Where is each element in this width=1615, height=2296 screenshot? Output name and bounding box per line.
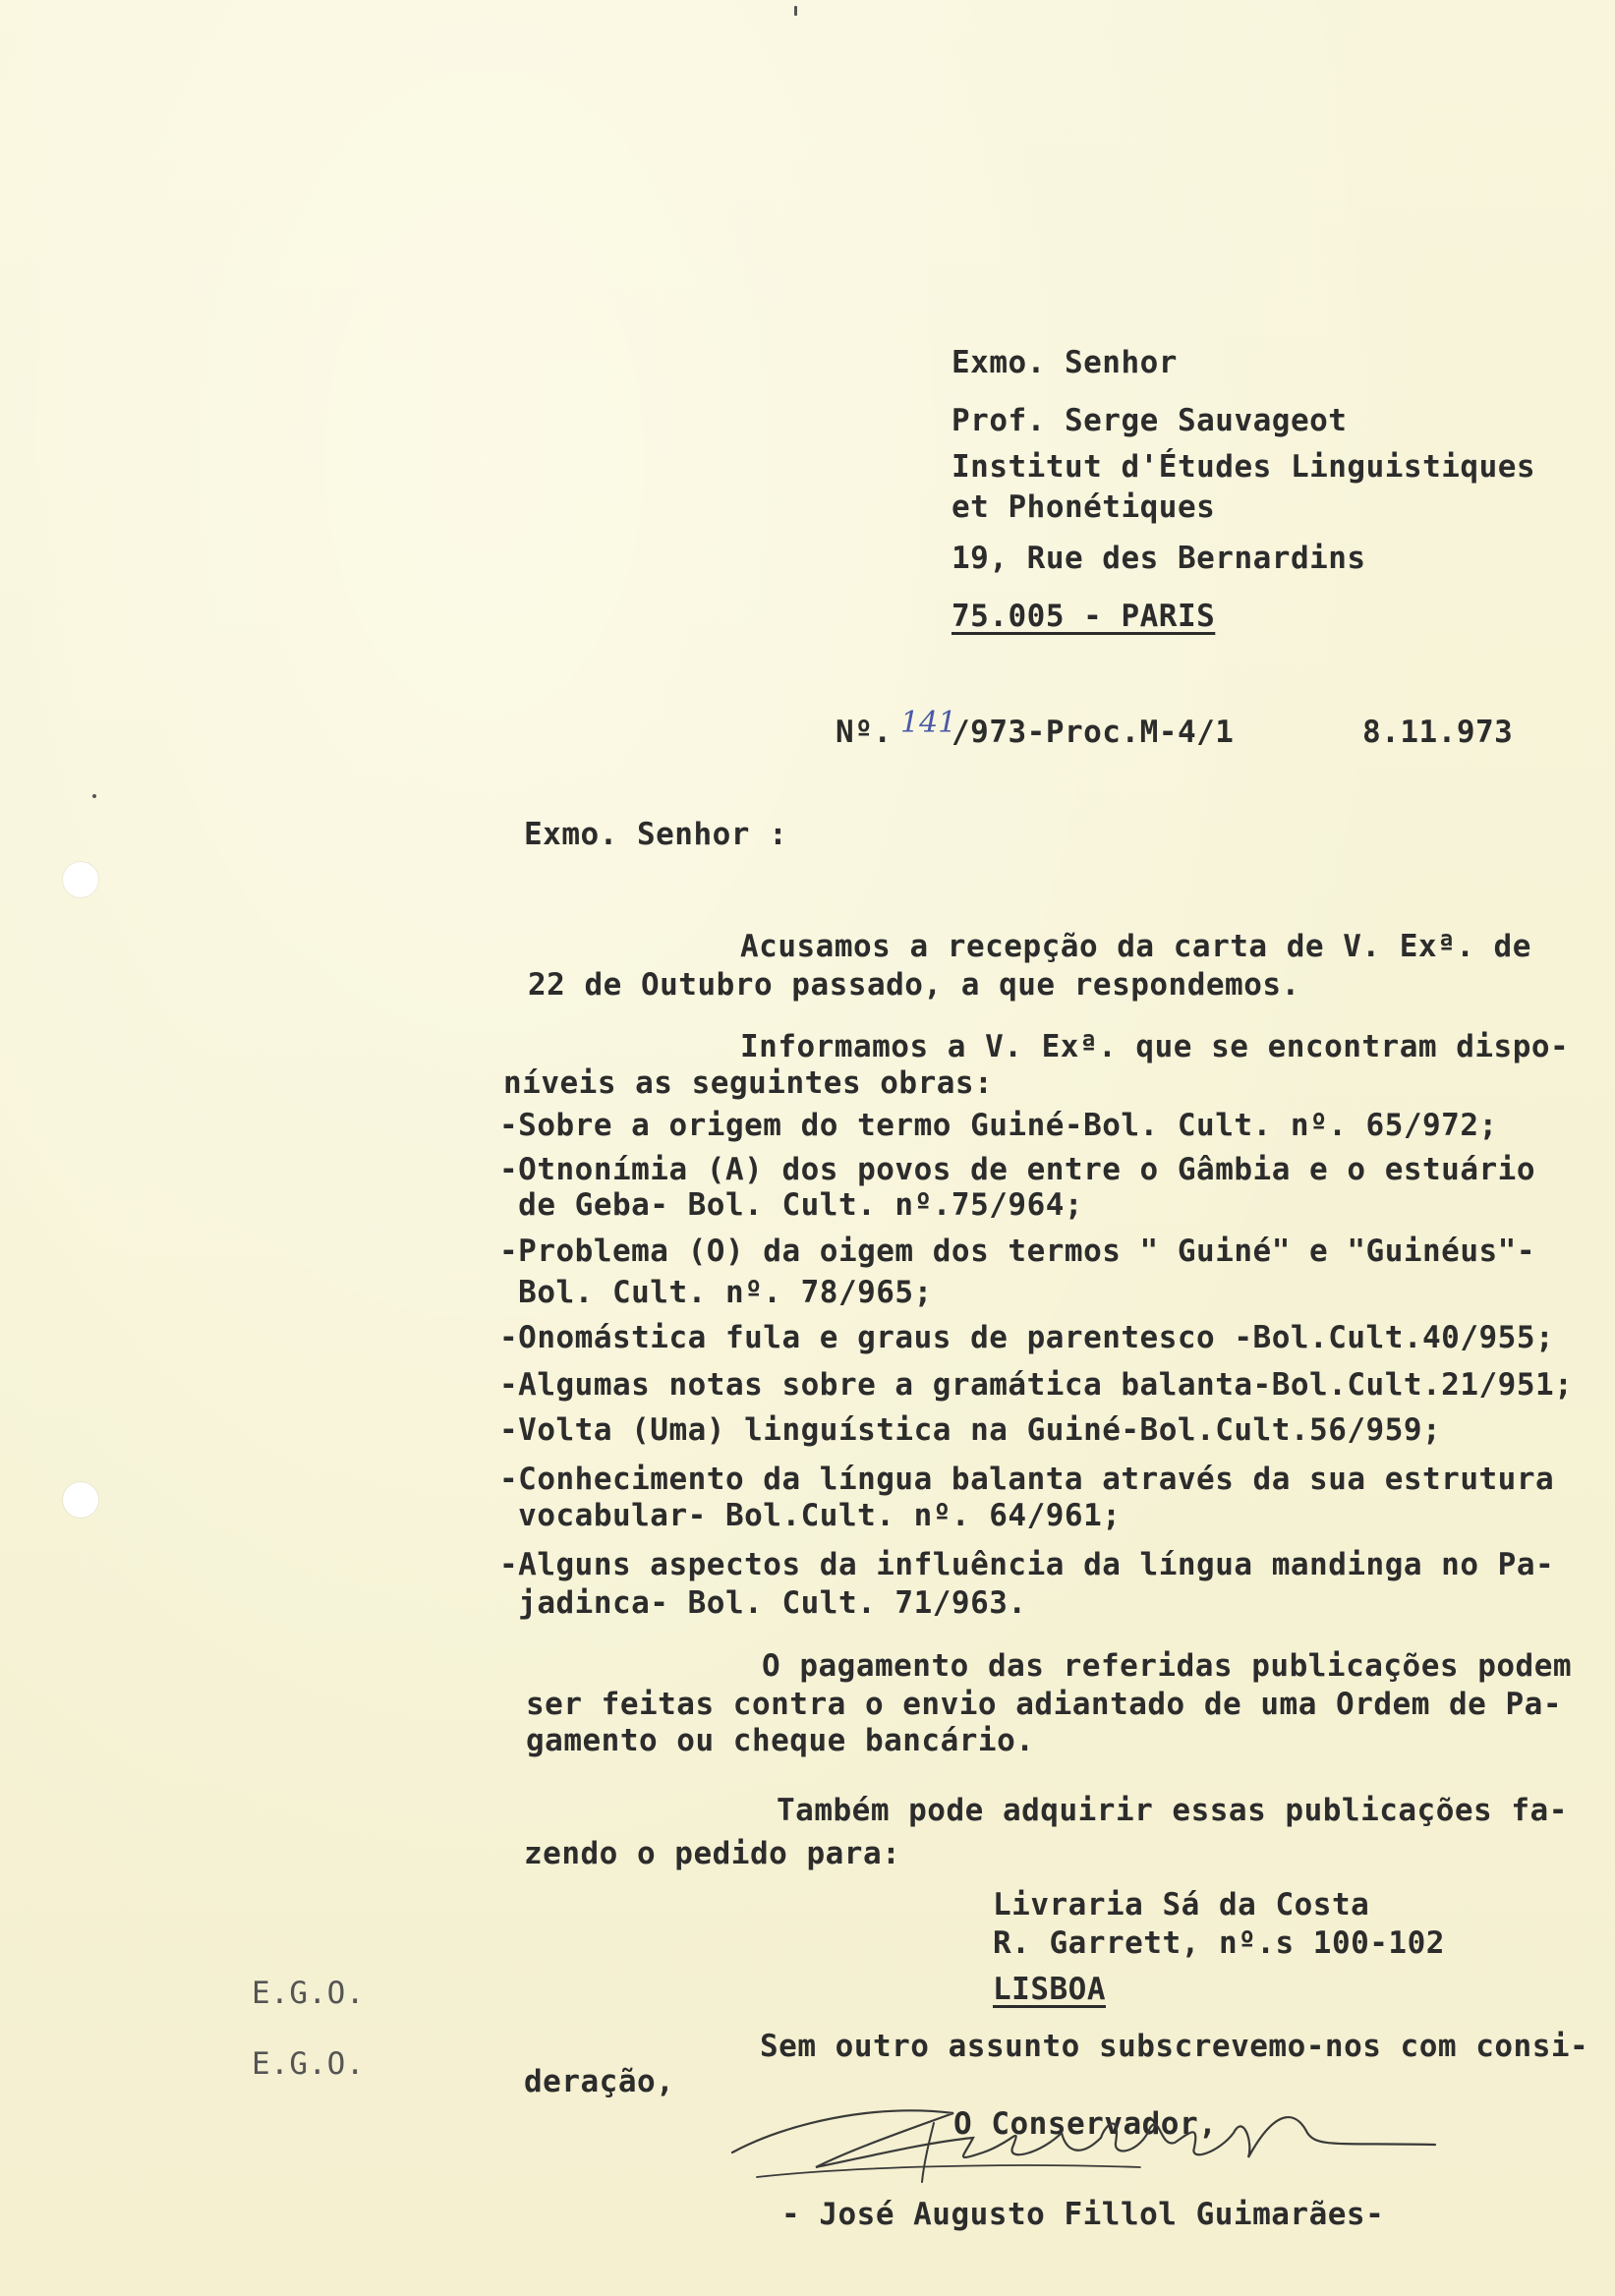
- bookshop-city: LISBOA: [993, 1972, 1106, 2007]
- works-list-item: jadinca- Bol. Cult. 71/963.: [499, 1585, 1027, 1621]
- handwritten-signature: [727, 2084, 1455, 2202]
- closing-line-2: deração,: [524, 2064, 675, 2099]
- works-list-item: -Alguns aspectos da influência da língua mandinga no Pa-: [499, 1547, 1555, 1582]
- works-list-item: Bol. Cult. nº. 78/965;: [499, 1275, 933, 1310]
- works-list-item: de Geba- Bol. Cult. nº.75/964;: [499, 1187, 1084, 1223]
- margin-note-ego-1: E.G.O.: [252, 1976, 365, 2011]
- address-institution-1: Institut d'Études Linguistiques: [952, 449, 1536, 485]
- address-city: 75.005 - PARIS: [952, 599, 1216, 634]
- paper-speck: [92, 794, 96, 798]
- reference-handwritten-number: 141: [900, 706, 957, 740]
- signature-title: O Conservador,: [953, 2106, 1218, 2142]
- address-salutation: Exmo. Senhor: [952, 345, 1178, 380]
- address-institution-2: et Phonétiques: [952, 489, 1216, 525]
- reference-date: 8.11.973: [1362, 715, 1514, 750]
- reference-prefix: Nº.: [836, 715, 893, 750]
- paragraph-4-line-2: zendo o pedido para:: [524, 1836, 901, 1871]
- paper-speck: [794, 6, 797, 16]
- paragraph-3-line-3: gamento ou cheque bancário.: [526, 1723, 1035, 1758]
- works-list-item: -Volta (Uma) linguística na Guiné-Bol.Cult.56/959;: [499, 1412, 1442, 1448]
- works-list-item: -Onomástica fula e graus de parentesco -Bol.Cult.40/955;: [499, 1320, 1555, 1355]
- works-list-item: vocabular- Bol.Cult. nº. 64/961;: [499, 1498, 1122, 1533]
- paragraph-3-line-1: O pagamento das referidas publicações podem: [762, 1648, 1573, 1684]
- paragraph-1-line-1: Acusamos a recepção da carta de V. Exª. de: [740, 929, 1531, 964]
- works-list-item: -Conhecimento da língua balanta através da sua estrutura: [499, 1462, 1555, 1497]
- bookshop-name: Livraria Sá da Costa: [993, 1887, 1370, 1923]
- paragraph-2-line-2: níveis as seguintes obras:: [503, 1065, 994, 1101]
- margin-note-ego-2: E.G.O.: [252, 2046, 365, 2082]
- signature-name: - José Augusto Fillol Guimarães-: [781, 2197, 1385, 2232]
- bookshop-address: R. Garrett, nº.s 100-102: [993, 1925, 1445, 1961]
- reference-suffix: /973-Proc.M-4/1: [952, 715, 1235, 750]
- works-list-item: -Problema (O) da oigem dos termos " Guiné" e "Guinéus"-: [499, 1234, 1535, 1269]
- works-list-item: -Algumas notas sobre a gramática balanta-Bol.Cult.21/951;: [499, 1367, 1574, 1403]
- paragraph-4-line-1: Também pode adquirir essas publicações fa-: [777, 1793, 1568, 1828]
- address-street: 19, Rue des Bernardins: [952, 541, 1366, 576]
- paragraph-3-line-2: ser feitas contra o envio adiantado de uma Ordem de Pa-: [526, 1687, 1562, 1722]
- works-list-item: -Sobre a origem do termo Guiné-Bol. Cult. nº. 65/972;: [499, 1108, 1498, 1143]
- works-list-item: -Otnonímia (A) dos povos de entre o Gâmbia e o estuário: [499, 1152, 1535, 1187]
- punch-hole-bottom: [63, 1482, 98, 1518]
- address-name: Prof. Serge Sauvageot: [952, 403, 1348, 438]
- closing-line-1: Sem outro assunto subscrevemo-nos com consi-: [760, 2029, 1589, 2064]
- punch-hole-top: [63, 862, 98, 897]
- letter-greeting: Exmo. Senhor :: [524, 817, 788, 852]
- paragraph-2-line-1: Informamos a V. Exª. que se encontram dispo-: [740, 1029, 1570, 1064]
- paragraph-1-line-2: 22 de Outubro passado, a que respondemos.: [528, 967, 1300, 1003]
